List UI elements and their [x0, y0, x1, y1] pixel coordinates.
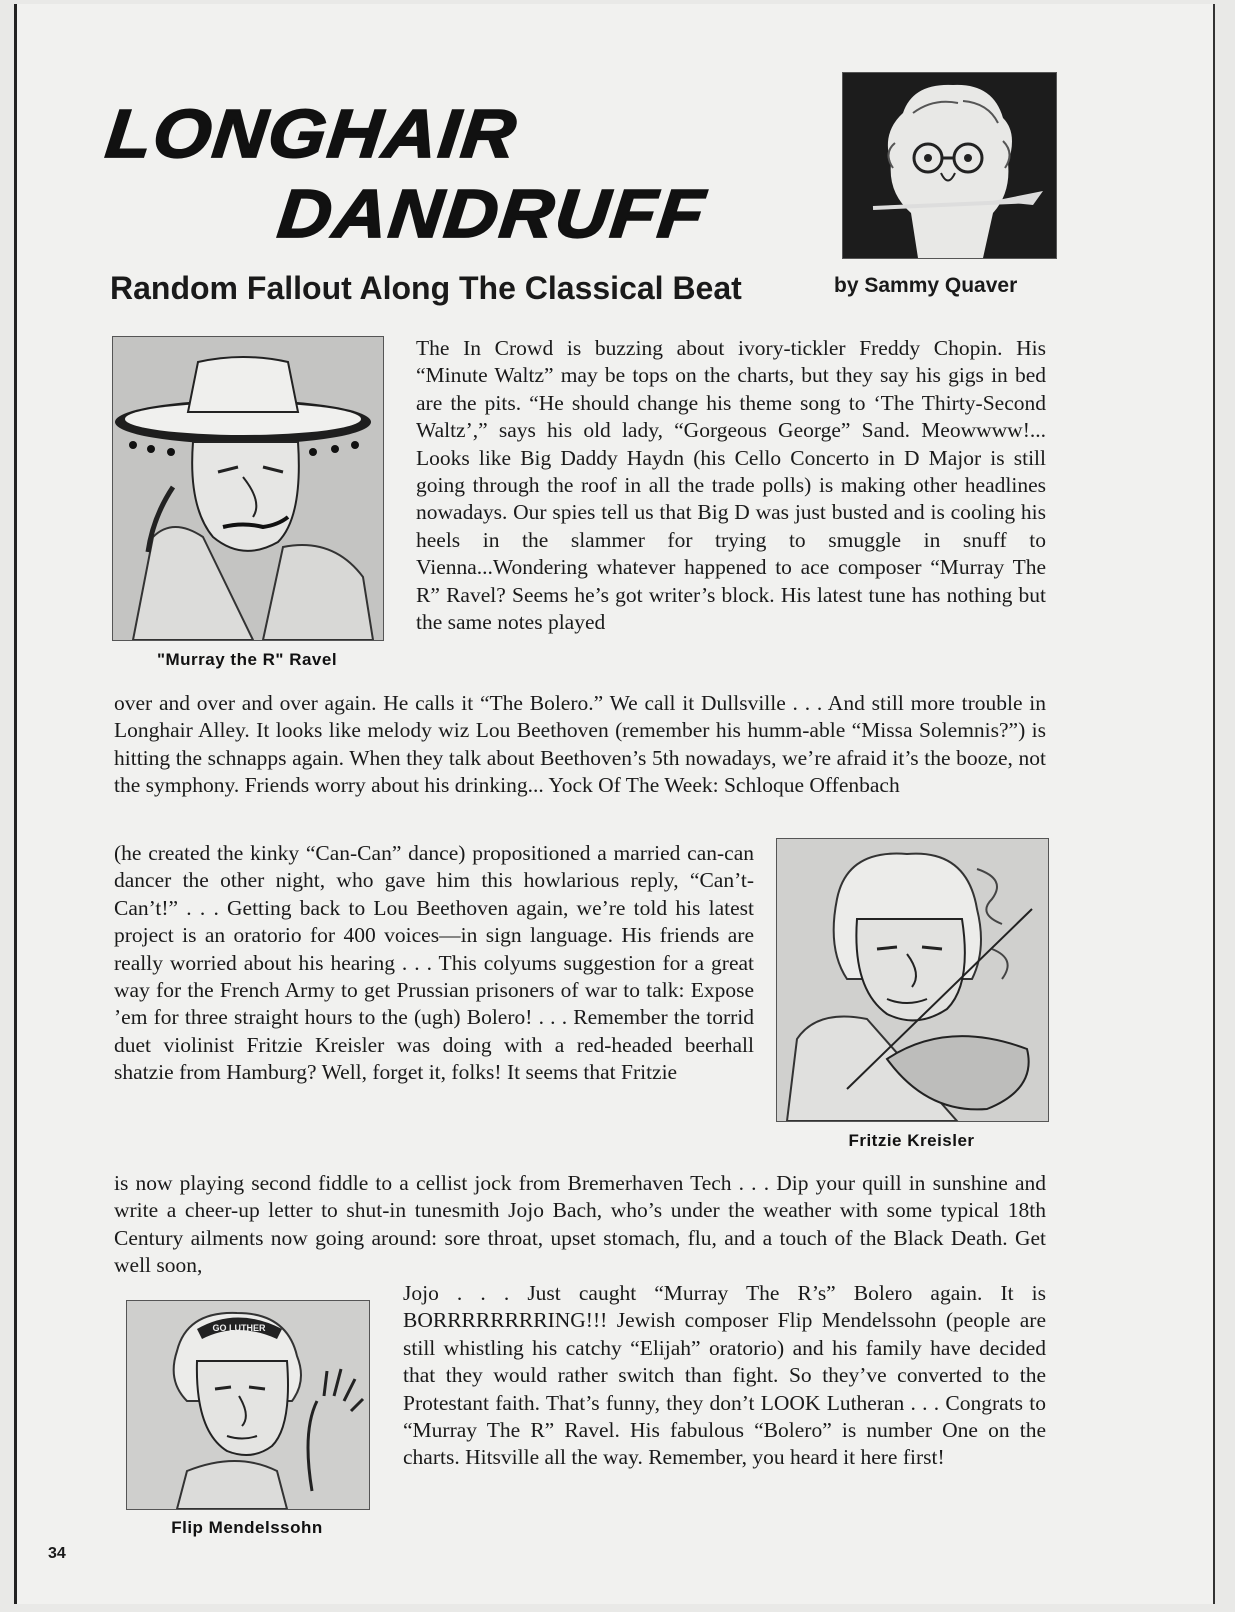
ravel-caption: "Murray the R" Ravel	[156, 650, 338, 669]
mendelssohn-caption: Flip Mendelssohn	[171, 1518, 323, 1537]
article-title-line-1: LONGHAIR	[102, 95, 522, 172]
kippah-lettering: GO LUTHER	[212, 1323, 266, 1333]
article-paragraph-1: The In Crowd is buzzing about ivory-tickler Freddy Chopin. His “Minute Waltz” may be tops on the charts, but they say his gigs in bed are the pits. “He should change his theme song to ‘The Thirty-Second Waltz’,” says his old lady, “Gorgeous George” Sand. Meowwww!... Looks like Big Daddy Haydn (his Cello Concerto in D Major is still going through the roof in all the trade polls) is making other headlines nowadays. Our spies tell us that Big D was just busted and is cooling his heels in the slammer for trying to smuggle in snuff to Vienna...Wondering whatever happened to ace composer “Murray The R” Ravel? Seems he’s got writer’s block. His latest tune has nothing but the same notes played	[416, 336, 1046, 635]
article-paragraph-5: Jojo . . . Just caught “Murray The R’s” Bolero again. It is BORRRRRRRRING!!! Jewish composer Flip Mendelssohn (people are still whistling his catchy “Elijah” oratorio) and his family have decided that they would rather switch than fight. So they’ve converted to the Protestant faith. That’s funny, they don’t LOOK Lutheran . . . Congrats to “Murray The R” Ravel. His fabulous “Bolero” is number One on the charts. Hitsville all the way. Remember, you heard it here first!	[403, 1281, 1046, 1470]
article-subtitle: Random Fallout Along The Classical Beat	[110, 270, 742, 306]
article-paragraph-2: over and over and over again. He calls it “The Bolero.” We call it Dullsville . . . And still more trouble in Longhair Alley. It looks like melody wiz Lou Beethoven (remember his humm-able “Missa Solemnis?”) is hitting the schnapps again. When they talk about Beethoven’s 5th nowadays, we’re afraid it’s the booze, not the symphony. Friends worry about his drinking... Yock Of The Week: Schloque Offenbach	[114, 691, 1046, 798]
kreisler-caricature-illustration	[776, 838, 1049, 1122]
mendelssohn-caricature-illustration	[126, 1300, 370, 1510]
article-paragraph-3: (he created the kinky “Can-Can” dance) propositioned a married can-can dancer the other night, who gave him this howlarious reply, “Can’t-Can’t!” . . . Getting back to Lou Beethoven again, we’re told his latest project is an oratorio for 400 voices—in sign language. His friends are really worried about his hearing . . . This colyums suggestion for a great way for the French Army to get Prussian prisoners of war to talk: Expose ’em for three straight hours to the (ugh) Bolero! . . . Remember the torrid duet violinist Fritzie Kreisler was doing with a red-headed beerhall shatzie from Hamburg? Well, forget it, folks! It seems that Fritzie	[114, 841, 754, 1085]
page-number: 34	[48, 1545, 66, 1562]
ravel-caricature-illustration	[112, 336, 384, 641]
author-caricature-illustration	[842, 72, 1057, 259]
article-title-line-2: DANDRUFF	[274, 175, 710, 252]
kreisler-caption: Fritzie Kreisler	[848, 1131, 975, 1150]
article-byline: by Sammy Quaver	[834, 274, 1018, 297]
article-paragraph-4: is now playing second fiddle to a cellist jock from Bremerhaven Tech . . . Dip your quill in sunshine and write a cheer-up letter to shut-in tunesmith Jojo Bach, who’s under the weather with some typical 18th Century ailments now going around: sore throat, upset stomach, flu, and a touch of the Black Death. Get well soon,	[114, 1171, 1046, 1278]
